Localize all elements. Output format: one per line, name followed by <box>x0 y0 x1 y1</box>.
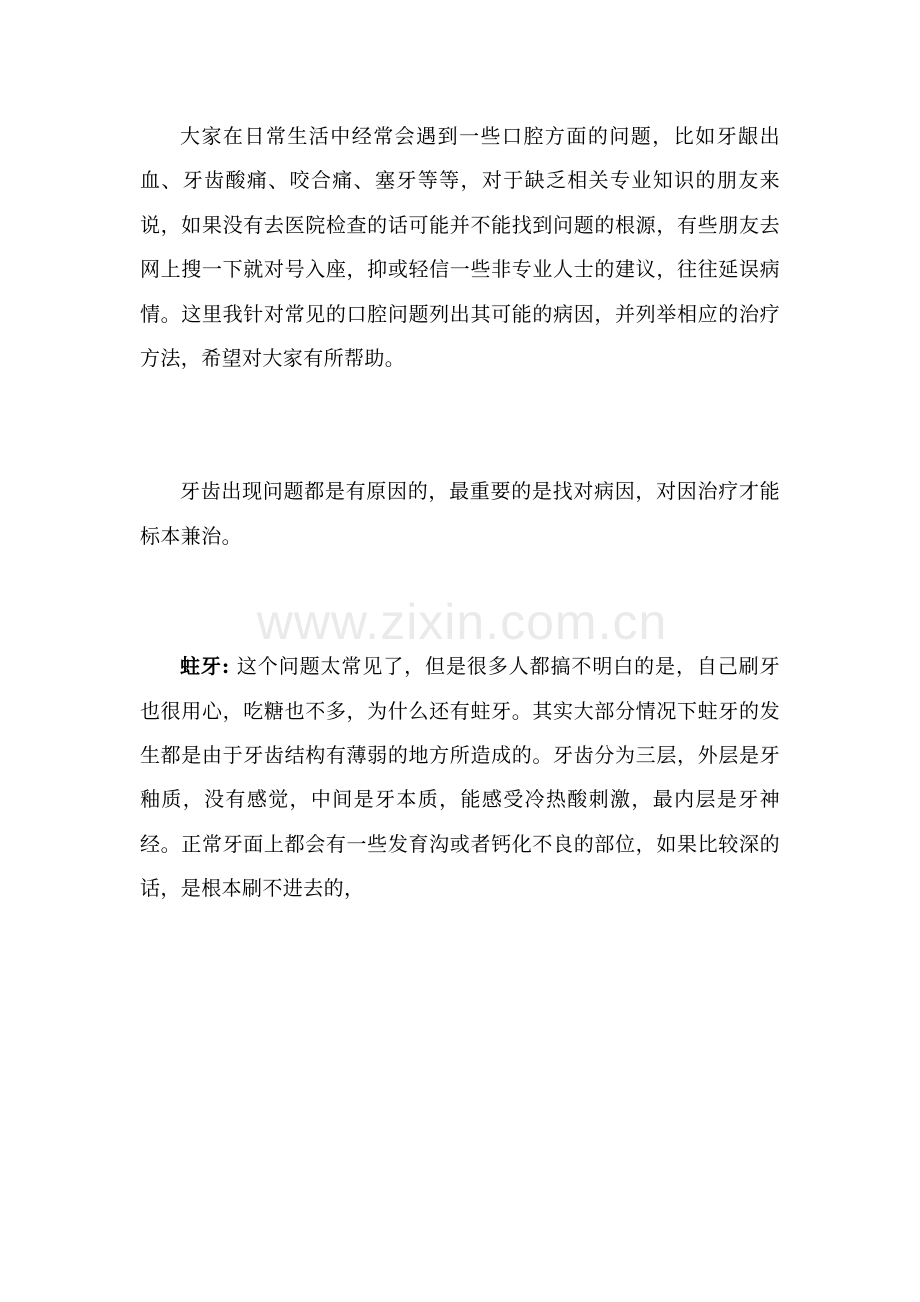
document-body <box>140 114 780 911</box>
cavity-term: 蛀牙: <box>180 654 230 679</box>
cause-paragraph: 牙齿出现问题都是有原因的，最重要的是找对病因，对因治疗才能标本兼治。 <box>140 479 780 548</box>
cavity-text: 这个问题太常见了，但是很多人都搞不明白的是，自己刷牙也很用心，吃糖也不多，为什么还有蛀牙。其实大部分情况下蛀牙的发生都是由于牙齿结构有薄弱的地方所造成的。牙齿分为三层，外层是牙釉质，没有感觉，中间是牙本质，能感受冷热酸刺激，最内层是牙神经。正常牙面上都会有一些发育沟或者钙化不良的部位，如果比较深的话，是根本刷不进去的， <box>140 654 780 901</box>
intro-paragraph: 大家在日常生活中经常会遇到一些口腔方面的问题，比如牙龈出血、牙齿酸痛、咬合痛、塞牙等等，对于缺乏相关专业知识的朋友来说，如果没有去医院检查的话可能并不能找到问题的根源，有些朋友去网上搜一下就对号入座，抑或轻信一些非专业人士的建议，往往延误病情。这里我针对常见的口腔问题列出其可能的病因，并列举相应的治疗方法，希望对大家有所帮助。 <box>140 124 780 371</box>
cavity-paragraph <box>140 644 780 910</box>
watermark: www.zixin.com.cn <box>256 594 668 650</box>
